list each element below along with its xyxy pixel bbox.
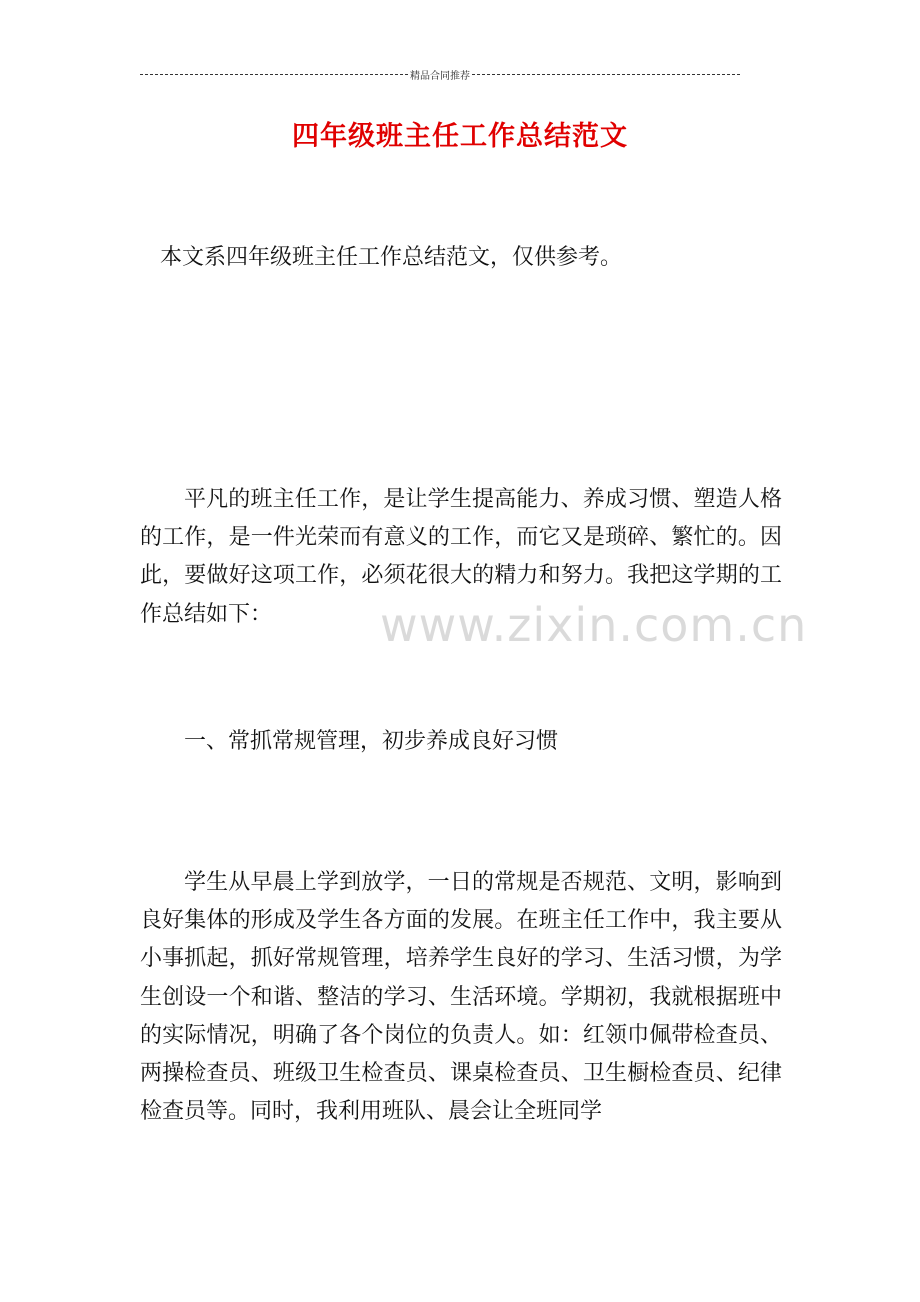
header-divider-left <box>140 74 408 75</box>
header-label: 精品合同推荐 <box>410 70 470 82</box>
header-divider-right <box>472 74 740 75</box>
document-title: 四年级班主任工作总结范文 <box>292 121 628 152</box>
page-header <box>140 66 740 82</box>
section-heading: 一、常抓常规管理，初步养成良好习惯 <box>184 729 559 754</box>
body-paragraph: 平凡的班主任工作，是让学生提高能力、养成习惯、塑造人格的工作，是一件光荣而有意义的工作，而它又是琐碎、繁忙的。因此，要做好这项工作，必须花很大的精力和努力。我把这学期的工作总结如下： <box>140 487 782 627</box>
intro-text: 本文系四年级班主任工作总结范文，仅供参考。 <box>160 245 623 270</box>
watermark: www.zixin.com.cn <box>380 598 808 652</box>
body-paragraph: 学生从早晨上学到放学，一日的常规是否规范、文明，影响到良好集体的形成及学生各方面的发展。在班主任工作中，我主要从小事抓起，抓好常规管理，培养学生良好的学习、生活习惯，为学生创设一个和谐、整洁的学习、生活环境。学期初，我就根据班中的实际情况，明确了各个岗位的负责人。如：红领巾佩带检查员、两操检查员、班级卫生检查员、课桌检查员、卫生橱检查员、纪律检查员等。同时，我利用班队、晨会让全班同学 <box>140 870 782 1125</box>
